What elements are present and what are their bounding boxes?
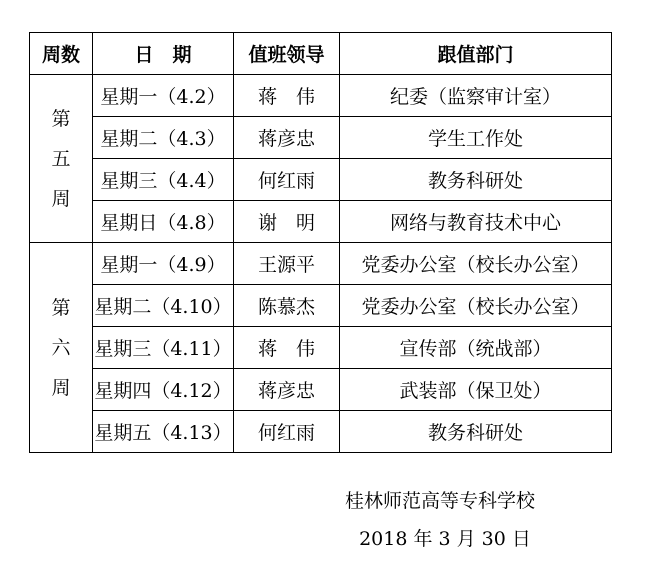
date-cell: 星期三（4.11） <box>93 327 234 369</box>
date-cell: 星期一（4.2） <box>93 75 234 117</box>
date-cell: 星期三（4.4） <box>93 159 234 201</box>
department-cell: 教务科研处 <box>340 411 612 453</box>
table-row <box>30 243 612 285</box>
header-date: 日 期 <box>93 33 234 75</box>
date-cell: 星期五（4.13） <box>93 411 234 453</box>
duty-schedule-table <box>29 32 612 453</box>
table-row <box>30 285 612 327</box>
week-char: 第 <box>51 107 71 130</box>
week-char: 周 <box>51 187 71 210</box>
week-char: 五 <box>51 147 71 170</box>
leader-cell: 何红雨 <box>234 159 340 201</box>
department-cell: 学生工作处 <box>340 117 612 159</box>
table-row <box>30 369 612 411</box>
table-row <box>30 327 612 369</box>
signature-date: 2018 年 3 月 30 日 <box>359 528 531 550</box>
week-char: 六 <box>51 336 71 359</box>
header-department: 跟值部门 <box>340 33 612 75</box>
date-cell: 星期四（4.12） <box>93 369 234 411</box>
leader-cell: 蒋 伟 <box>234 75 340 117</box>
table-row <box>30 75 612 117</box>
week-char: 第 <box>51 296 71 319</box>
leader-cell: 蒋彦忠 <box>234 117 340 159</box>
department-cell: 党委办公室（校长办公室） <box>340 285 612 327</box>
department-cell: 武装部（保卫处） <box>340 369 612 411</box>
department-cell: 纪委（监察审计室） <box>340 75 612 117</box>
signature-school: 桂林师范高等专科学校 <box>344 490 535 512</box>
table-row <box>30 159 612 201</box>
department-cell: 党委办公室（校长办公室） <box>340 243 612 285</box>
leader-cell: 王源平 <box>234 243 340 285</box>
date-cell: 星期一（4.9） <box>93 243 234 285</box>
leader-cell: 陈慕杰 <box>234 285 340 327</box>
leader-cell: 蒋 伟 <box>234 327 340 369</box>
header-row <box>30 33 612 75</box>
header-leader: 值班领导 <box>234 33 340 75</box>
week-label-5 <box>30 75 93 243</box>
table-row <box>30 117 612 159</box>
department-cell: 宣传部（统战部） <box>340 327 612 369</box>
date-cell: 星期二（4.3） <box>93 117 234 159</box>
department-cell: 网络与教育技术中心 <box>340 201 612 243</box>
table-row <box>30 201 612 243</box>
table-row <box>30 411 612 453</box>
leader-cell: 蒋彦忠 <box>234 369 340 411</box>
week-label-6 <box>30 243 93 453</box>
date-cell: 星期二（4.10） <box>93 285 234 327</box>
leader-cell: 何红雨 <box>234 411 340 453</box>
week-char: 周 <box>51 376 71 399</box>
department-cell: 教务科研处 <box>340 159 612 201</box>
leader-cell: 谢 明 <box>234 201 340 243</box>
header-week: 周数 <box>30 33 93 75</box>
date-cell: 星期日（4.8） <box>93 201 234 243</box>
